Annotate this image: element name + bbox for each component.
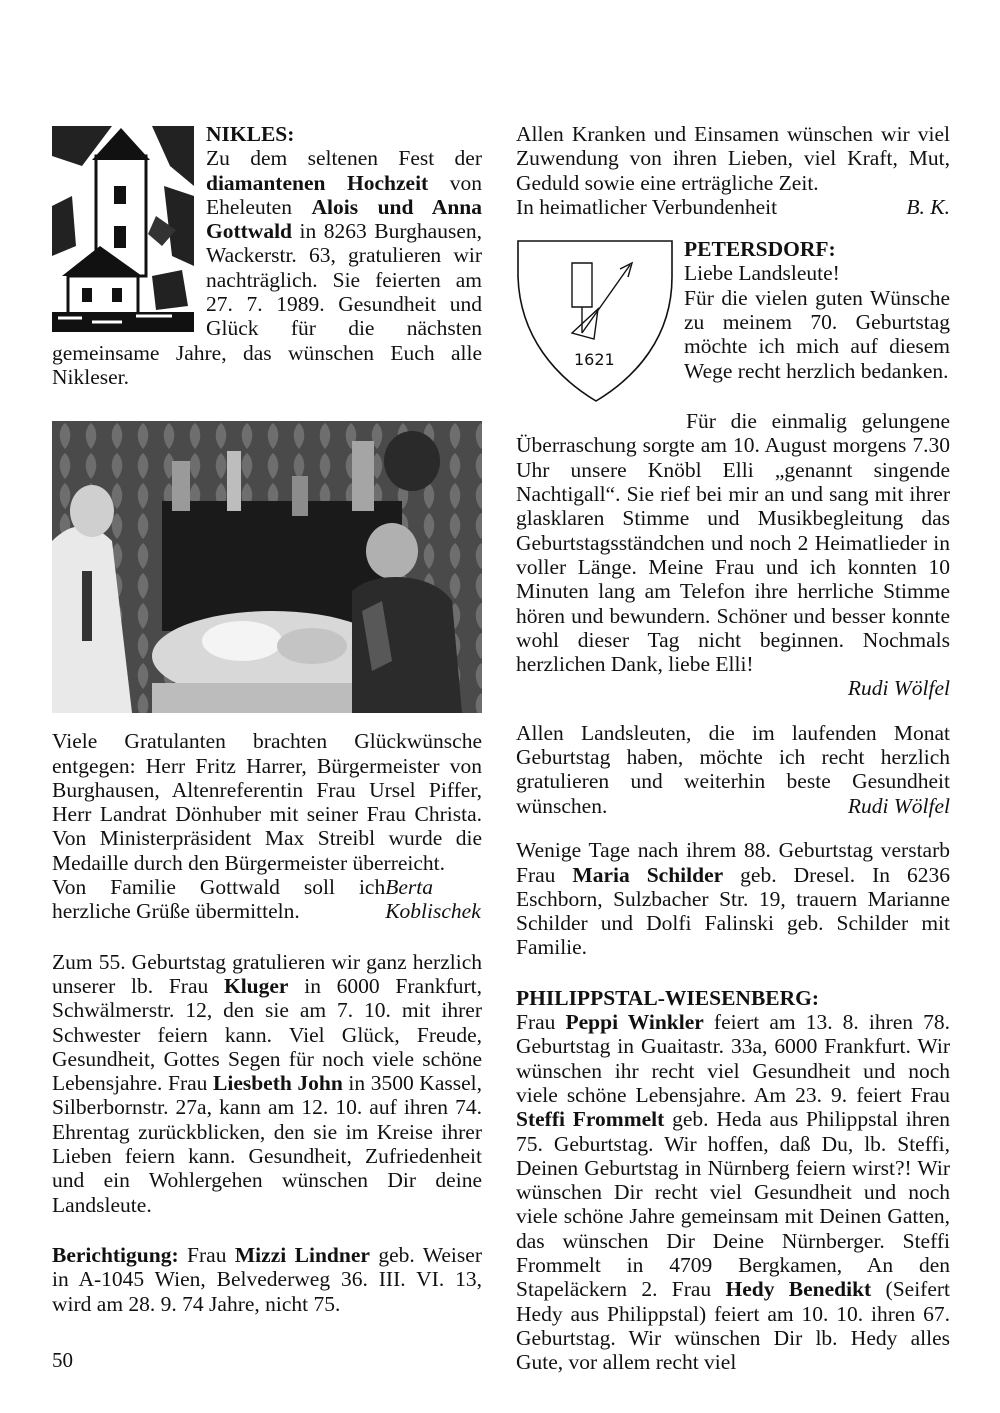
nikles-bold-2: Alois und Anna Gottwald (206, 194, 482, 244)
geburtstag-text-1: Zum 55. Geburtstag gratulieren wir ganz herzlich unserer lb. Frau (52, 949, 482, 998)
kranke-signature: B. K. (906, 194, 950, 219)
geburtstag-text-2: in 6000 Frankfurt, Schwälmerstr. 12, den sie am 7. 10. mit ihrer Schwester feiern kann. Viel Glück, Freude, Gesundheit, Gottes Segen für noch viele schöne Lebensjahre. Frau (52, 973, 482, 1096)
philippstal-text-3: geb. Heda aus Philippstal ihren 75. Geburtstag. Wir hoffen, daß Du, lb. Steffi, Deinen Geburtstag in Nürnberg feiern wirst?! Wir wünschen Dir recht viel Gesundheit und noch viele schöne Jahre gemeinsam mit Deinen Gatten, das wünschen Dir Deine Nürnberger. Steffi Frommelt in 4709 Bergkamen, An den Stapeläckern 2. Frau (516, 1107, 950, 1302)
landsleute-signature: Rudi Wölfel (847, 793, 950, 818)
landsleute-paragraph: Allen Landsleuten, die im laufenden Monat Geburtstag haben, möchte ich recht herzlich gratulieren und weiterhin beste Gesundheit wünschen. (516, 720, 950, 818)
page-number: 50 (52, 1348, 73, 1372)
nikles-text-2: von Eheleuten (206, 170, 482, 219)
nikles-heading: NIKLES: (206, 122, 295, 146)
berichtigung-label: Berichtigung: (52, 1242, 179, 1267)
petersdorf-paragraph-2: Für die einmalig gelungene Überraschung sorgte am 10. August morgens 7.30 Uhr unsere Knöbl Elli „genannt singende Nachtigall“. Sie rief bei mir an und sang mit ihrer glasklaren Stimme und Musikbegleitung das Geburtstagsständchen und noch 2 Heimatlieder in voller Länge. Meine Frau und ich konnten 10 Minuten lang am Telefon ihre herrliche Stimme hören und bewundern. Schöner und besser konnte wohl dieser Tag nicht beginnen. Nochmals herzlichen Dank, liebe Elli! (516, 409, 950, 677)
kranke-paragraph: Allen Kranken und Einsamen wünschen wir viel Zuwendung von ihren Lieben, viel Kraft, Mut, Geduld sowie eine erträgliche Zeit. (516, 122, 950, 195)
nikles-text-1: Zu dem seltenen Fest der (206, 146, 482, 171)
gruesse-line (52, 875, 482, 924)
trauer-text-1: Wenige Tage nach ihrem 88. Geburtstag verstarb Frau (516, 838, 950, 887)
geburtstag-bold-1: Kluger (223, 973, 289, 998)
gratulanten-paragraph: Viele Gratulanten brachten Glückwünsche entgegen: Herr Fritz Harrer, Bürgermeister von Burghausen, Altenreferentin Frau Ursel Piffer, Herr Landrat Dönhuber mit seiner Frau Christa. Von Ministerpräsident Max Streibl wurde die Medaille durch den Bürgermeister überreicht. (52, 729, 482, 875)
gruesse-text: Von Familie Gottwald soll ich herzliche Grüße übermitteln. (52, 875, 386, 924)
philippstal-bold-1: Peppi Winkler (565, 1010, 704, 1035)
right-column (516, 122, 950, 1374)
petersdorf-paragraph-1: Für die vielen guten Wünsche zu meinem 70. Geburtstag möchte ich mich auf diesem Wege recht herzlich bedanken. (684, 285, 950, 383)
philippstal-text-1: Frau (516, 1010, 566, 1035)
petersdorf-heading: PETERSDORF: (684, 237, 836, 262)
gruesse-signature: Berta Koblischek (385, 875, 481, 924)
church-woodcut-image (52, 126, 194, 332)
geburtstag-bold-2: Liesbeth John (213, 1071, 343, 1096)
berichtigung-text-2: geb. Weiser in A-1045 Wien, Belvederweg 36. III. VI. 13, wird am 28. 9. 74 Jahre, nicht 75. (52, 1242, 482, 1316)
berichtigung-name: Mizzi Lindner (234, 1242, 370, 1267)
philippstal-bold-2: Steffi Frommelt (516, 1107, 665, 1132)
kranke-line (516, 195, 950, 219)
anniversary-photo (52, 421, 482, 713)
philippstal-heading: PHILIPPSTAL-WIESENBERG: (516, 985, 820, 1010)
left-column (52, 122, 482, 1316)
kranke-last-line: In heimatlicher Verbundenheit (516, 194, 778, 219)
petersdorf-crest (516, 237, 676, 405)
crest-year: 1621 (574, 350, 615, 370)
philippstal-text-2: feiert am 13. 8. ihren 78. Geburtstag in Guaitastr. 33a, 6000 Frankfurt. Wir wünschen ihr recht viel Gesundheit und noch viele schöne Lebensjahre. Am 23. 9. feiert Frau (516, 1010, 951, 1107)
geburtstag-text-3: in 3500 Kassel, Silberbornstr. 27a, kann am 12. 10. auf ihren 74. Ehrentag zurückblicken, den sie im Kreise ihrer Lieben feiern kann. Gesundheit, Zufriedenheit und ein Wohlergehen wünschen Dir deine Landsleute. (52, 1071, 482, 1217)
philippstal-text-4: (Seifert Hedy aus Philippstal) feiert am 10. 10. ihren 67. Geburtstag. Wir wünschen Dir lb. Hedy alles Gute, vor allem recht viel (516, 1277, 950, 1375)
petersdorf-signature: Rudi Wölfel (847, 676, 950, 701)
nikles-bold-1: diamantenen Hochzeit (206, 170, 429, 195)
petersdorf-greeting: Liebe Landsleute! (684, 261, 840, 286)
berichtigung-text-1: Frau (178, 1242, 235, 1267)
nikles-text-3: in 8263 Burghausen, Wackerstr. 63, gratulieren wir nachträglich. Sie feierten am 27. 7. 1989. Gesundheit und Glück für die nächsten gemeinsame Jahre, das wünschen Euch alle Nikleser. (52, 219, 482, 389)
philippstal-bold-3: Hedy Benedikt (725, 1277, 872, 1302)
trauer-name: Maria Schilder (572, 862, 724, 887)
trauer-text-2: geb. Dresel. In 6236 Eschborn, Sulzbacher Str. 19, trauern Marianne Schilder und Dolfi Falinski geb. Schilder mit Familie. (516, 862, 950, 960)
